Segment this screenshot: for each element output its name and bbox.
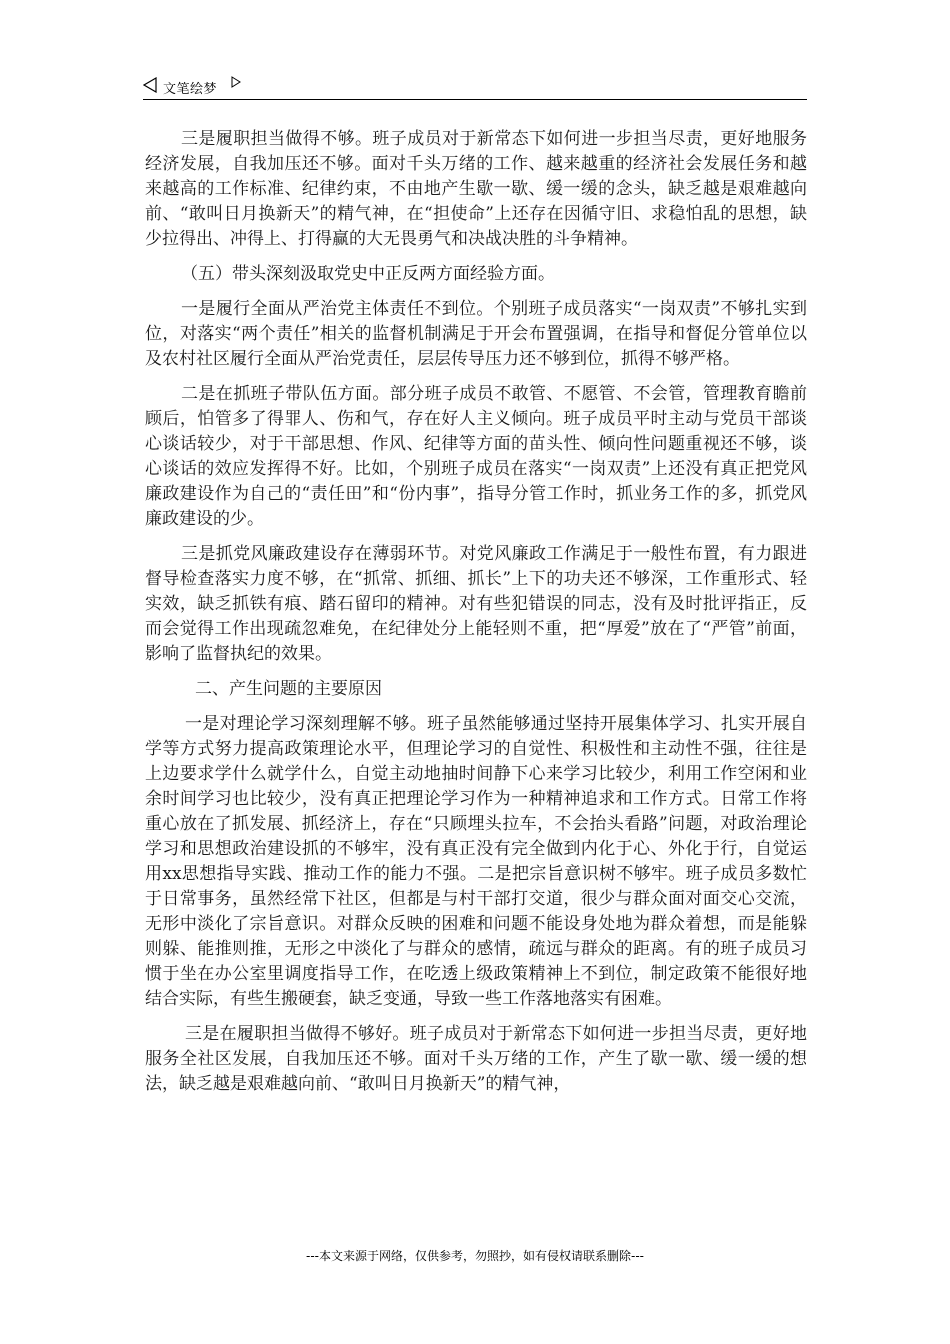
document-body xyxy=(145,127,807,1107)
brand-name: 文笔绘梦 xyxy=(163,82,218,97)
triangle-left-icon xyxy=(143,77,157,93)
paragraph-responsibility: 一是履行全面从严治党主体责任不到位。个别班子成员落实“一岗双责”不够扎实到位，对落实“两个责任”相关的监督机制满足于开会布置强调，在指导和督促分管单位以及农村社区履行全面从严治党责任，层层传导压力还不够到位，抓得不够严格。 xyxy=(145,299,807,369)
page-footer-disclaimer: ---本文来源于网络，仅供参考，勿照抄，如有侵权请联系删除--- xyxy=(306,1249,644,1263)
page-header xyxy=(143,73,807,100)
paragraph-duty-2: 三是在履职担当做得不够好。班子成员对于新常态下如何进一步担当尽责，更好地服务全社区发展，自我加压还不够。面对千头万绪的工作，产生了歇一歇、缓一缓的想法，缺乏越是艰难越向前、“敢叫日月换新天”的精气神， xyxy=(145,1024,807,1094)
paragraph-team-building: 二是在抓班子带队伍方面。部分班子成员不敢管、不愿管、不会管，管理教育瞻前顾后，怕管多了得罪人、伤和气，存在好人主义倾向。班子成员平时主动与党员干部谈心谈话较少，对于干部思想、作风、纪律等方面的苗头性、倾向性问题重视还不够，谈心谈话的效应发挥得不好。比如，个别班子成员在落实“一岗双责”上还没有真正把党风廉政建设作为自己的“责任田”和“份内事”，指导分管工作时，抓业务工作的多，抓党风廉政建设的少。 xyxy=(145,384,807,529)
section-heading-5: （五）带头深刻汲取党史中正反两方面经验方面。 xyxy=(181,264,555,284)
triangle-right-icon xyxy=(231,76,241,88)
section-heading-causes: 二、产生问题的主要原因 xyxy=(195,679,382,699)
paragraph-theory-study: 一是对理论学习深刻理解不够。班子虽然能够通过坚持开展集体学习、扎实开展自学等方式努力提高政策理论水平，但理论学习的自觉性、积极性和主动性不强，往往是上边要求学什么就学什么，自觉主动地抽时间静下心来学习比较少，利用工作空闲和业余时间学习也比较少，没有真正把理论学习作为一种精神追求和工作方式。日常工作将重心放在了抓发展、抓经济上，存在“只顾埋头拉车，不会抬头看路”问题，对政治理论学习和思想政治建设抓的不够牢，没有真正没有完全做到内化于心、外化于行，自觉运用xx思想指导实践、推动工作的能力不强。二是把宗旨意识树不够牢。班子成员多数忙于日常事务，虽然经常下社区，但都是与村干部打交道，很少与群众面对面交心交流，无形中淡化了宗旨意识。对群众反映的困难和问题不能设身处地为群众着想，而是能躲则躲、能推则推，无形之中淡化了与群众的感情，疏远与群众的距离。有的班子成员习惯于坐在办公室里调度指导工作，在吃透上级政策精神上不到位，制定政策不能很好地结合实际，有些生搬硬套，缺乏变通，导致一些工作落地落实有困难。 xyxy=(145,714,807,1009)
paragraph-duty-1: 三是履职担当做得不够。班子成员对于新常态下如何进一步担当尽责，更好地服务经济发展，自我加压还不够。面对千头万绪的工作、越来越重的经济社会发展任务和越来越高的工作标准、纪律约束，不由地产生歇一歇、缓一缓的念头，缺乏越是艰难越向前、“敢叫日月换新天”的精气神，在“担使命”上还存在因循守旧、求稳怕乱的思想，缺少拉得出、冲得上、打得赢的大无畏勇气和决战决胜的斗争精神。 xyxy=(145,129,807,249)
paragraph-integrity: 三是抓党风廉政建设存在薄弱环节。对党风廉政工作满足于一般性布置，有力跟进督导检查落实力度不够，在“抓常、抓细、抓长”上下的功夫还不够深，工作重形式、轻实效，缺乏抓铁有痕、踏石留印的精神。对有些犯错误的同志，没有及时批评指正，反而会觉得工作出现疏忽难免，在纪律处分上能轻则不重，把“厚爱”放在了“严管”前面，影响了监督执纪的效果。 xyxy=(145,544,807,664)
